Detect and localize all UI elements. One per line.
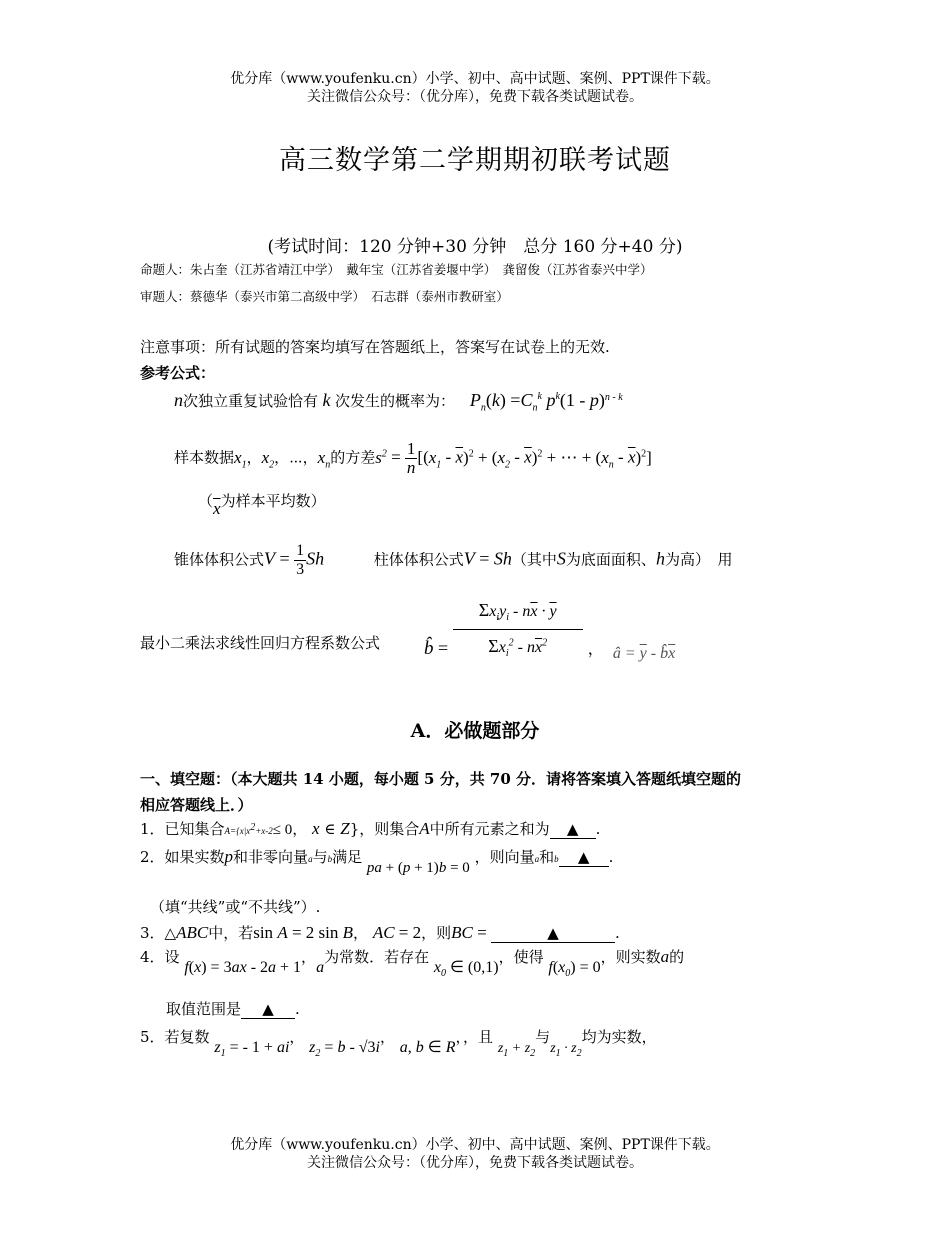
page-title: 高三数学第二学期期初联考试题 — [279, 145, 671, 176]
answer-blank-1: ▲ — [550, 820, 596, 839]
section-a-heading: A．必做题部分 — [410, 720, 540, 742]
question-1: 1．已知集合$A=\{x|x^2+x-2\le 0$， x ∈ Z}，则集合A中所有元素之和为 ▲ . — [140, 819, 601, 838]
question-2-note: （填“共线”或“不共线”）. — [150, 898, 321, 916]
answer-blank-2: ▲ — [559, 848, 609, 867]
footer-line-2: 关注微信公众号：（优分库），免费下载各类试题试卷。 — [307, 1155, 643, 1171]
reference-heading: 参考公式： — [140, 364, 216, 382]
regression-label: 最小二乘法求线性回归方程系数公式 — [140, 634, 381, 652]
authors-line: 命题人：朱占奎（江苏省靖江中学） 戴年宝（江苏省姜堰中学） 龚留俊（江苏省泰兴中学） — [140, 262, 653, 277]
question-4-range: 取值范围是 ▲ . — [166, 1000, 300, 1018]
reviewers-line: 审题人：蔡德华（泰兴市第二高级中学） 石志群（泰州市教研室） — [140, 289, 509, 304]
variance-formula: 样本数据$x_1$，$x_2$，⋯，$x_n$的方差$s^2$ = $\frac{1}{n}$ [$(x_1 - \overline{x})^2 + (x_2 - \overline{x})^2$ + ⋯ + $(x_n - \overline{x})^2$] — [174, 439, 652, 477]
question-4: 4．设 f(x) = 3ax - 2a + 1，a为常数．若存在 $x_0$ ∈ (0,1)，使得 $f(x_0) = 0$，则实数a的 — [140, 947, 685, 980]
header-line-2: 关注微信公众号：（优分库），免费下载各类试题试卷。 — [307, 89, 643, 105]
volume-formulas: 锥体体积公式V = $\frac{1}{3}$ Sh 柱体体积公式V = Sh（其中S为底面面积、h为高） 用 — [174, 542, 733, 578]
exam-info: (考试时间：120 分钟+30 分钟 总分 160 分+40 分) — [267, 237, 683, 257]
answer-blank-3: ▲ — [491, 924, 615, 943]
footer-line-1: 优分库（www.youfenku.cn）小学、初中、高中试题、案例、PPT课件下载。 — [230, 1137, 720, 1153]
question-5: 5．若复数 $z_1$ = - 1 + ai， $z_2 = b - √3i$， a, b ∈ R，，且 $z_1 + z_2$与$z_1 \cdot z_2$均为实数， — [140, 1028, 657, 1060]
regression-formula: b̂ = $\Sigma x_iy_i - n\overline{x} \cdot \overline{y}$ $\Sigma x_i^2 - n\overline{x}^2$ ， â = $\overline{y}$ - $b̂\overline{x}$ — [424, 600, 676, 662]
notice-line: 注意事项：所有试题的答案均填写在答题纸上，答案写在试卷上的无效. — [140, 338, 610, 356]
header-line-1: 优分库（www.youfenku.cn）小学、初中、高中试题、案例、PPT课件下载。 — [230, 71, 720, 87]
answer-blank-4: ▲ — [241, 1000, 295, 1019]
binomial-formula: n次独立重复试验恰有 k 次发生的概率为： $P_n(k) =C_n^k$ $p^k(1 - p)^{n - k}$ — [174, 390, 623, 414]
question-2: 2．如果实数p和非零向量a与b满足 pa + (p + 1)b = 0 ，则向量a和b ▲ . — [140, 847, 614, 876]
mean-note: （$\overline{x}$为样本平均数） — [198, 492, 326, 518]
part1-heading-2: 相应答题线上．） — [140, 796, 253, 814]
question-3: 3．△ABC中，若sin A = 2 sin B， AC = 2，则BC = ▲ . — [140, 923, 620, 942]
part1-heading-1: 一、填空题：（本大题共 14 小题，每小题 5 分，共 70 分．请将答案填入答题纸填空题的 — [140, 770, 742, 788]
